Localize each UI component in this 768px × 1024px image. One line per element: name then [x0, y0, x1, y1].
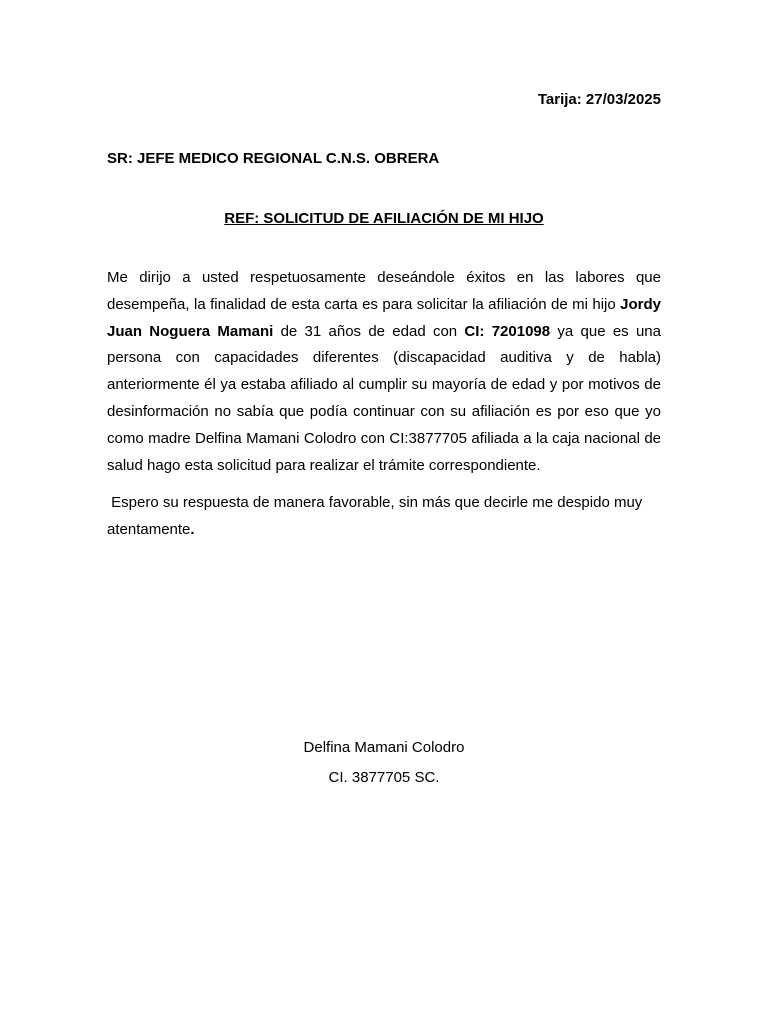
- letter-closing-paragraph: [107, 490, 661, 544]
- son-name: Jordy Juan Noguera Mamani: [107, 295, 661, 340]
- letter-date: Tarija: 27/03/2025: [537, 91, 661, 108]
- signature-ci: CI. 3877705 SC.: [328, 769, 440, 786]
- body-text-part1: Me dirijo a usted respetuosamente deseándole éxitos en las labores que desempeña, la finalidad de esta carta es para solicitar la afiliación de mi hijo: [107, 269, 661, 313]
- signature-block: [107, 733, 661, 793]
- closing-text: Espero su respuesta de manera favorable, sin más que decirle me despido muy atentamente: [107, 494, 647, 538]
- body-text-part2: de 31 años de edad con: [273, 322, 465, 340]
- closing-period: .: [190, 520, 195, 538]
- son-ci: CI: 7201098: [464, 322, 551, 340]
- signature-name: Delfina Mamani Colodro: [303, 739, 465, 756]
- letter-body-paragraph: [107, 265, 661, 479]
- letter-reference: REF: SOLICITUD DE AFILIACIÓN DE MI HIJO: [224, 210, 544, 227]
- body-text-part3: ya que es una persona con capacidades diferentes (discapacidad auditiva y de habla) anteriormente él ya estaba afiliado al cumplir su mayoría de edad y por motivos de desinformación no sabía que podía continuar con su afiliación es por eso que yo como madre Delfina Mamani Colodro con CI:3877705 afiliada a la caja nacional de salud hago esta solicitud para realizar el trámite correspondiente.: [107, 322, 661, 474]
- letter-addressee: SR: JEFE MEDICO REGIONAL C.N.S. OBRERA: [107, 150, 440, 167]
